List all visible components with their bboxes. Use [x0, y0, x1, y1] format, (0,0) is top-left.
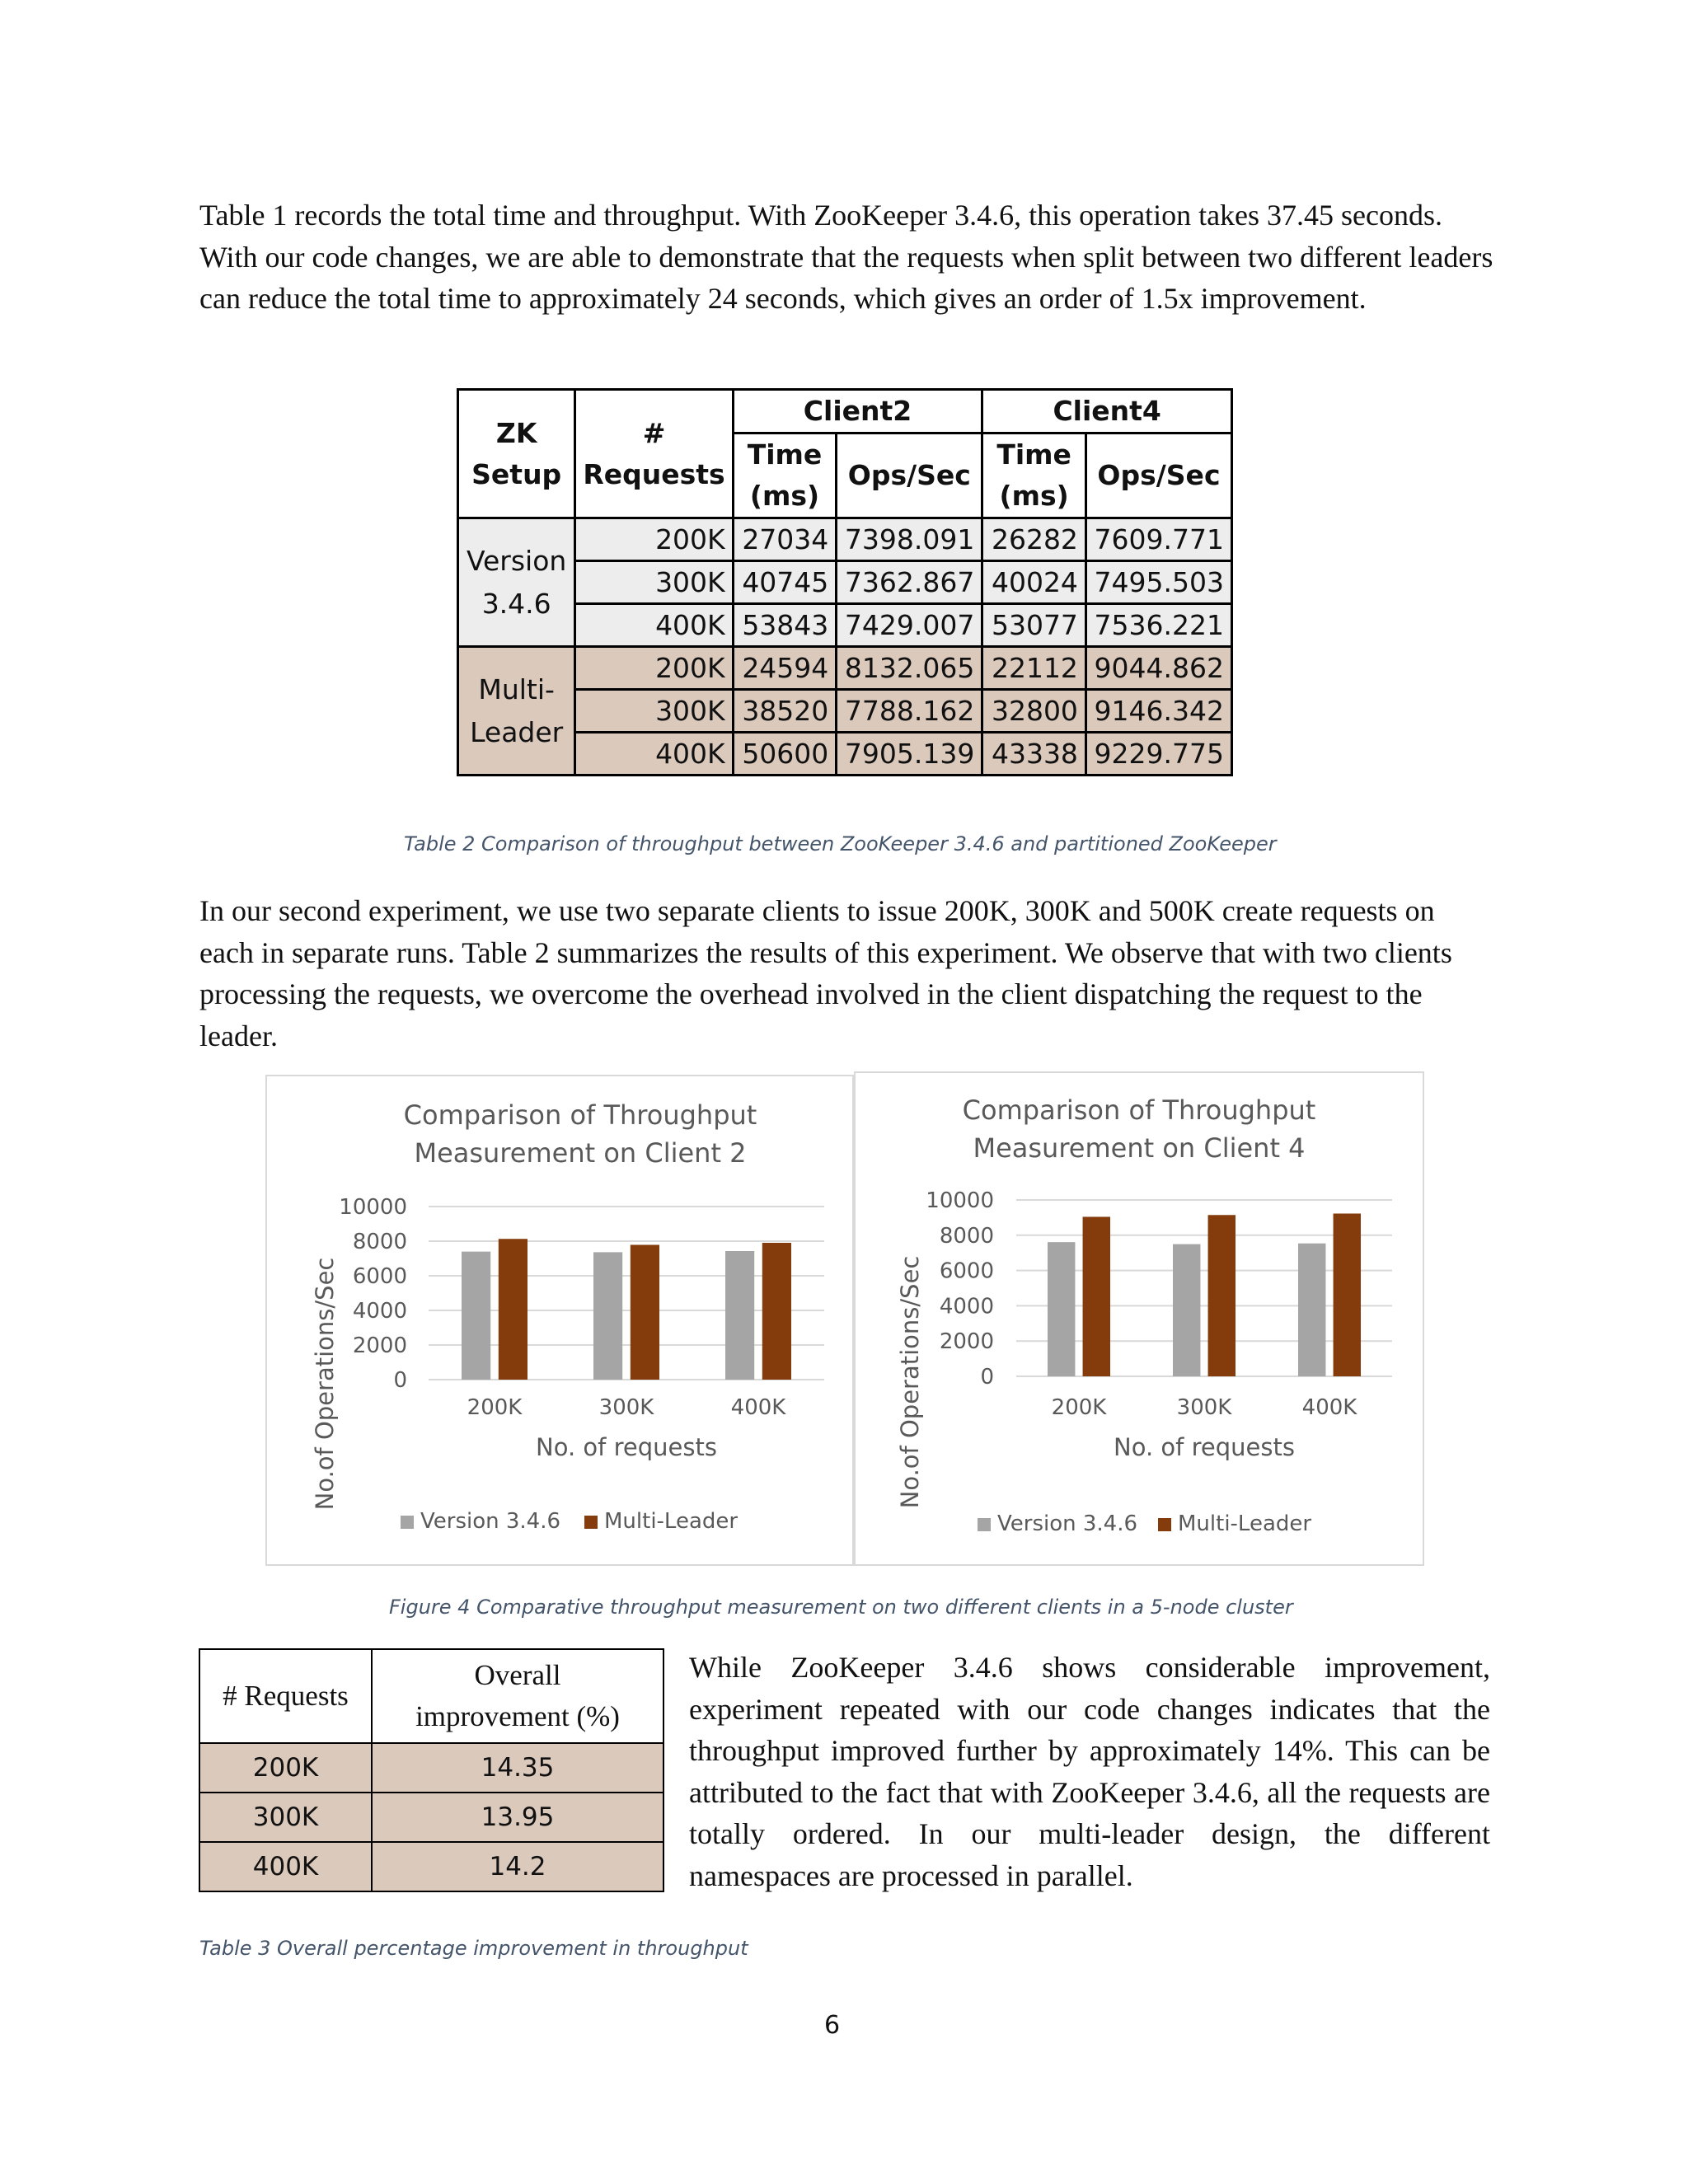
- table-row: [199, 1793, 663, 1842]
- header-client2: Client2: [733, 390, 982, 434]
- header-requests: # Requests: [575, 390, 733, 518]
- table-cell: 7495.503: [1085, 561, 1231, 604]
- header-zk-setup: ZK Setup: [458, 390, 575, 518]
- improvement-table: [199, 1648, 664, 1892]
- table2-caption: Table 2 Comparison of throughput between ZooKeeper 3.4.6 and partitioned ZooKeeper: [404, 832, 1277, 855]
- group-version: Version 3.4.6: [458, 518, 575, 647]
- legend-swatch: [1158, 1518, 1171, 1531]
- y-tick-label: 2000: [352, 1333, 407, 1358]
- table-cell: 200K: [575, 647, 733, 690]
- header-client4: Client4: [982, 390, 1232, 434]
- bar: [1173, 1244, 1200, 1376]
- table-row: [458, 647, 1232, 690]
- table-cell: 7398.091: [837, 518, 982, 561]
- paragraph-second-experiment: In our second experiment, we use two separate clients to issue 200K, 300K and 500K create requests on each in separate runs. Table 2 summarizes the results of this experiment. We observe that with two clients processing the requests, we overcome the overhead involved in the client dispatching the request to the leader.: [199, 894, 1452, 1052]
- legend-swatch: [584, 1516, 598, 1529]
- table-cell: 300K: [575, 561, 733, 604]
- chart-title: Comparison of Throughput: [403, 1099, 757, 1131]
- table-cell: 300K: [575, 690, 733, 733]
- bar: [499, 1239, 528, 1380]
- figure4-caption: Figure 4 Comparative throughput measurement on two different clients in a 5-node cluster: [389, 1596, 1293, 1619]
- header-time-client2: Time (ms): [733, 434, 837, 518]
- bar: [1208, 1215, 1236, 1376]
- table-cell: 13.95: [372, 1793, 663, 1842]
- table-cell: 200K: [575, 518, 733, 561]
- table3-caption: Table 3 Overall percentage improvement in throughput: [199, 1937, 748, 1960]
- table-cell: 24594: [733, 647, 837, 690]
- table-cell: 400K: [575, 604, 733, 647]
- x-tick-label: 400K: [1301, 1395, 1357, 1420]
- y-axis-title: No.of Operations/Sec: [311, 1257, 339, 1511]
- header-requests: # Requests: [199, 1649, 372, 1743]
- table-cell: 9229.775: [1085, 733, 1231, 776]
- table-cell: 7905.139: [837, 733, 982, 776]
- chart-title: Comparison of Throughput: [962, 1094, 1316, 1126]
- table-row: [199, 1743, 663, 1793]
- table-cell: 26282: [982, 518, 1086, 561]
- bar: [1083, 1216, 1110, 1376]
- table-cell: 400K: [199, 1842, 372, 1891]
- table-cell: 50600: [733, 733, 837, 776]
- throughput-table: [457, 388, 1233, 776]
- y-tick-label: 6000: [939, 1258, 994, 1284]
- table-row: [458, 518, 1232, 561]
- table-cell: 14.2: [372, 1842, 663, 1891]
- bar: [725, 1251, 754, 1380]
- table-cell: 43338: [982, 733, 1086, 776]
- page-number: 6: [824, 2011, 841, 2040]
- table-cell: 7788.162: [837, 690, 982, 733]
- chart-title: Measurement on Client 4: [973, 1132, 1306, 1164]
- paragraph-intro: Table 1 records the total time and throughput. With ZooKeeper 3.4.6, this operation takes 37.45 seconds. With our code changes, we are able to demonstrate that the requests when split between two different leaders can reduce the total time to approximately 24 seconds, which gives an order of 1.5x improvement.: [199, 199, 1493, 315]
- paragraph-conclusion: While ZooKeeper 3.4.6 shows considerable improvement, experiment repeated with our code changes indicates that the throughput improved further by approximately 14%. This can be attributed to the fact that with ZooKeeper 3.4.6, all the requests are totally ordered. In our multi-leader design, the different namespaces are processed in parallel.: [689, 1651, 1490, 1892]
- chart-client4-box: [854, 1071, 1424, 1566]
- header-ops-client4: Ops/Sec: [1085, 434, 1231, 518]
- x-axis-title: No. of requests: [1114, 1433, 1295, 1461]
- x-tick-label: 200K: [1051, 1395, 1107, 1420]
- table-cell: 400K: [575, 733, 733, 776]
- table-cell: 53843: [733, 604, 837, 647]
- bar: [631, 1244, 659, 1380]
- bar: [1048, 1242, 1075, 1376]
- x-axis-title: No. of requests: [536, 1433, 717, 1461]
- table-cell: 8132.065: [837, 647, 982, 690]
- x-tick-label: 400K: [730, 1395, 786, 1420]
- table-cell: 40745: [733, 561, 837, 604]
- bar: [762, 1243, 791, 1380]
- bar: [462, 1252, 490, 1380]
- x-tick-label: 300K: [1176, 1395, 1232, 1420]
- table-cell: 7536.221: [1085, 604, 1231, 647]
- legend-swatch: [978, 1518, 991, 1531]
- header-time-client4: Time (ms): [982, 434, 1086, 518]
- bar: [1298, 1244, 1325, 1376]
- y-tick-label: 4000: [939, 1294, 994, 1319]
- table-cell: 14.35: [372, 1743, 663, 1793]
- table-cell: 27034: [733, 518, 837, 561]
- y-axis-title: No.of Operations/Sec: [896, 1255, 924, 1509]
- legend-label: Multi-Leader: [1178, 1511, 1312, 1536]
- chart-client2: [267, 1076, 852, 1564]
- header-overall-improvement: Overall improvement (%): [372, 1649, 663, 1743]
- table-cell: 9146.342: [1085, 690, 1231, 733]
- y-tick-label: 10000: [339, 1195, 407, 1220]
- table-cell: 200K: [199, 1743, 372, 1793]
- table-cell: 7429.007: [837, 604, 982, 647]
- y-tick-label: 8000: [939, 1223, 994, 1249]
- group-multi-leader: Multi- Leader: [458, 647, 575, 776]
- legend-label: Version 3.4.6: [997, 1511, 1138, 1536]
- table-cell: 53077: [982, 604, 1086, 647]
- table-cell: 7609.771: [1085, 518, 1231, 561]
- chart-title: Measurement on Client 2: [414, 1137, 747, 1169]
- table-row: [199, 1842, 663, 1891]
- table-cell: 300K: [199, 1793, 372, 1842]
- x-tick-label: 300K: [598, 1395, 654, 1420]
- y-tick-label: 4000: [352, 1299, 407, 1324]
- table-cell: 22112: [982, 647, 1086, 690]
- chart-client4: [856, 1073, 1423, 1564]
- table-cell: 7362.867: [837, 561, 982, 604]
- bar: [1334, 1213, 1361, 1376]
- legend-label: Version 3.4.6: [420, 1509, 561, 1534]
- y-tick-label: 2000: [939, 1329, 994, 1355]
- table-cell: 40024: [982, 561, 1086, 604]
- table-cell: 9044.862: [1085, 647, 1231, 690]
- table-cell: 38520: [733, 690, 837, 733]
- header-ops-client2: Ops/Sec: [837, 434, 982, 518]
- legend-swatch: [401, 1516, 414, 1529]
- legend-label: Multi-Leader: [604, 1509, 738, 1534]
- bar: [593, 1252, 622, 1380]
- y-tick-label: 6000: [352, 1264, 407, 1289]
- y-tick-label: 8000: [352, 1230, 407, 1254]
- x-tick-label: 200K: [467, 1395, 523, 1420]
- table-cell: 32800: [982, 690, 1086, 733]
- y-tick-label: 10000: [926, 1188, 994, 1213]
- chart-client2-box: [265, 1075, 854, 1566]
- y-tick-label: 0: [980, 1365, 994, 1390]
- y-tick-label: 0: [393, 1368, 407, 1393]
